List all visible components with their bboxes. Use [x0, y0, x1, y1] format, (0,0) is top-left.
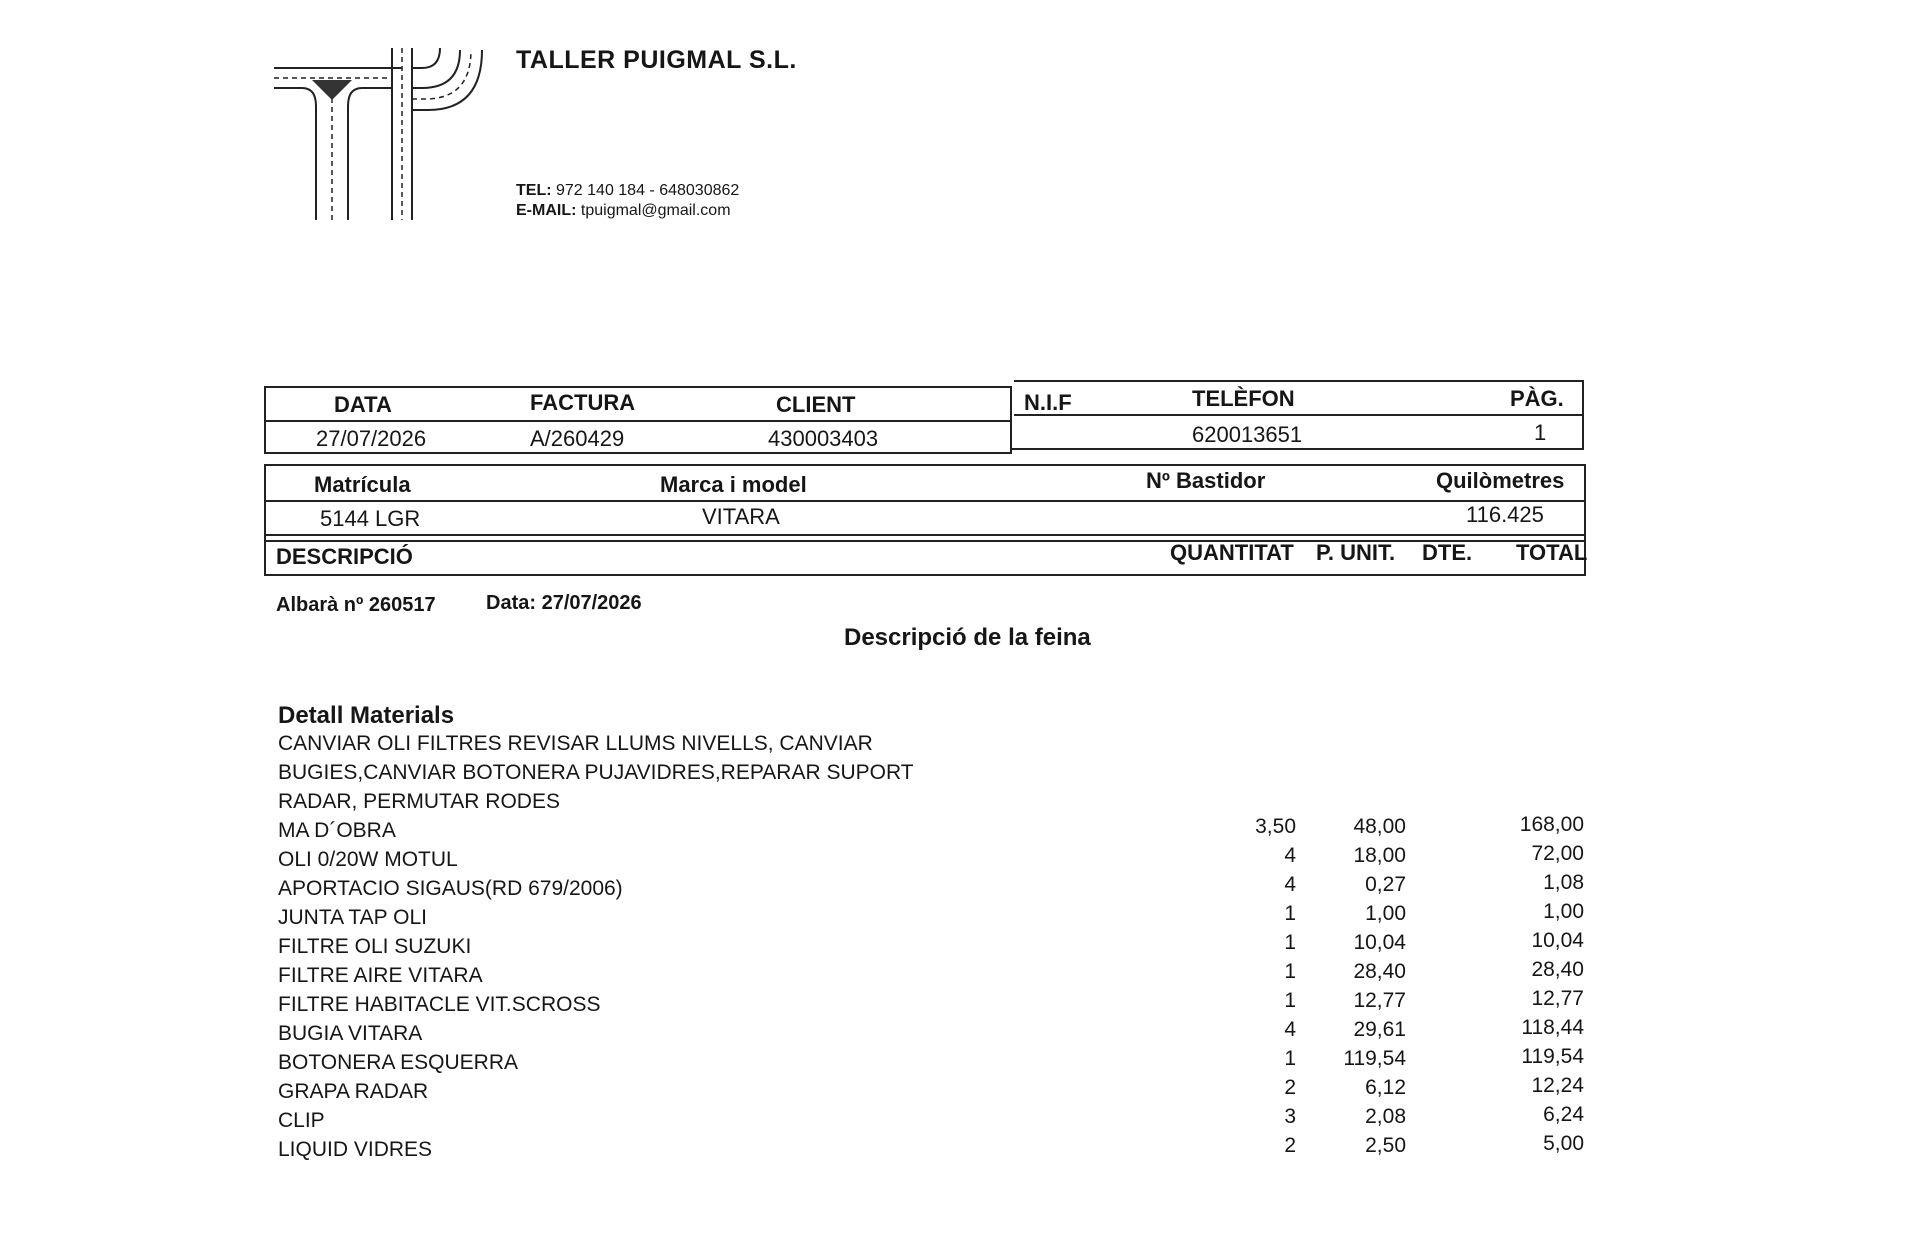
quilometres-label: Quilòmetres — [1436, 468, 1565, 493]
phone-label: TEL: — [516, 182, 552, 199]
quilometres-value: 116.425 — [1466, 502, 1544, 527]
header-divider — [264, 420, 1010, 422]
item-quantity: 3,50 — [1255, 815, 1296, 838]
col-dte: DTE. — [1422, 540, 1473, 565]
item-total: 10,04 — [1531, 929, 1584, 952]
item-total: 1,00 — [1543, 900, 1584, 923]
pag-value: 1 — [1534, 420, 1547, 445]
item-total: 168,00 — [1519, 813, 1584, 836]
item-description: JUNTA TAP OLI — [278, 906, 427, 929]
item-description: GRAPA RADAR — [278, 1080, 429, 1103]
item-description: OLI 0/20W MOTUL — [278, 848, 458, 871]
company-phone — [516, 182, 739, 200]
description-line: CANVIAR OLI FILTRES REVISAR LLUMS NIVELLS, CANVIAR — [278, 732, 873, 755]
item-unit-price: 12,77 — [1353, 989, 1406, 1012]
email-value: tpuigmal@gmail.com — [580, 202, 731, 219]
company-email — [516, 202, 731, 220]
item-total: 12,77 — [1531, 987, 1584, 1010]
item-quantity: 1 — [1284, 1047, 1296, 1070]
materials-title: Detall Materials — [278, 702, 455, 729]
item-quantity: 1 — [1284, 931, 1296, 954]
albara-number: Albarà nº 260517 — [276, 594, 436, 616]
company-logo — [272, 46, 500, 222]
description-line: RADAR, PERMUTAR RODES — [278, 790, 560, 813]
matricula-value: 5144 LGR — [320, 506, 421, 531]
item-total: 72,00 — [1531, 842, 1584, 865]
col-descripcio: DESCRIPCIÓ — [276, 544, 413, 569]
factura-value: A/260429 — [530, 426, 625, 451]
item-total: 5,00 — [1543, 1132, 1584, 1155]
client-label: CLIENT — [776, 392, 856, 417]
item-quantity: 2 — [1284, 1134, 1296, 1157]
item-unit-price: 2,08 — [1365, 1105, 1406, 1128]
col-total: TOTAL — [1516, 540, 1588, 565]
item-quantity: 2 — [1284, 1076, 1296, 1099]
albara-date: Data: 27/07/2026 — [486, 592, 642, 614]
item-description: BUGIA VITARA — [278, 1022, 423, 1045]
item-unit-price: 10,04 — [1353, 931, 1406, 954]
vehicle-divider — [264, 500, 1584, 502]
item-quantity: 4 — [1284, 873, 1296, 896]
item-quantity: 1 — [1284, 902, 1296, 925]
work-description-title: Descripció de la feina — [844, 624, 1091, 651]
matricula-label: Matrícula — [314, 472, 411, 497]
item-total: 118,44 — [1521, 1016, 1584, 1039]
item-total: 119,54 — [1521, 1045, 1584, 1068]
item-total: 1,08 — [1543, 871, 1584, 894]
item-unit-price: 28,40 — [1353, 960, 1406, 983]
email-label: E-MAIL: — [516, 202, 577, 219]
item-description: FILTRE OLI SUZUKI — [278, 935, 472, 958]
item-description: BOTONERA ESQUERRA — [278, 1051, 519, 1074]
factura-label: FACTURA — [530, 390, 636, 415]
item-total: 12,24 — [1531, 1074, 1584, 1097]
data-label: DATA — [334, 392, 392, 417]
item-quantity: 3 — [1284, 1105, 1296, 1128]
bastidor-label: Nº Bastidor — [1146, 468, 1266, 493]
vehicle-bottom-rule — [264, 534, 1584, 536]
item-description: MA D´OBRA — [278, 819, 396, 842]
telefon-label: TELÈFON — [1192, 386, 1295, 411]
item-unit-price: 6,12 — [1365, 1076, 1406, 1099]
item-unit-price: 2,50 — [1365, 1134, 1406, 1157]
nif-label: N.I.F — [1024, 390, 1072, 415]
col-punit: P. UNIT. — [1316, 540, 1396, 565]
item-quantity: 1 — [1284, 989, 1296, 1012]
header-right-edge — [1582, 380, 1584, 450]
item-description: FILTRE HABITACLE VIT.SCROSS — [278, 993, 601, 1016]
item-unit-price: 29,61 — [1353, 1018, 1406, 1041]
item-unit-price: 18,00 — [1353, 844, 1406, 867]
telefon-value: 620013651 — [1192, 422, 1303, 447]
header-bottom-rule-right — [1010, 448, 1584, 450]
marca-value: VITARA — [702, 504, 780, 529]
item-quantity: 4 — [1284, 844, 1296, 867]
client-value: 430003403 — [768, 426, 879, 451]
item-unit-price: 0,27 — [1365, 873, 1406, 896]
item-unit-price: 119,54 — [1343, 1047, 1406, 1070]
item-quantity: 1 — [1284, 960, 1296, 983]
item-total: 28,40 — [1531, 958, 1584, 981]
marca-label: Marca i model — [660, 472, 807, 497]
phone-value: 972 140 184 - 648030862 — [556, 182, 740, 199]
description-line: BUGIES,CANVIAR BOTONERA PUJAVIDRES,REPARAR SUPORT — [278, 761, 914, 784]
data-value: 27/07/2026 — [316, 426, 427, 451]
company-name: TALLER PUIGMAL S.L. — [516, 46, 797, 74]
item-description: APORTACIO SIGAUS(RD 679/2006) — [278, 877, 623, 900]
header-top-rule-right — [1014, 380, 1584, 382]
item-total: 6,24 — [1543, 1103, 1584, 1126]
item-unit-price: 48,00 — [1353, 815, 1406, 838]
pag-label: PÀG. — [1510, 386, 1564, 411]
item-description: LIQUID VIDRES — [278, 1138, 433, 1161]
item-unit-price: 1,00 — [1365, 902, 1406, 925]
item-description: FILTRE AIRE VITARA — [278, 964, 483, 987]
col-quantitat: QUANTITAT — [1170, 540, 1294, 565]
item-description: CLIP — [278, 1109, 325, 1132]
item-quantity: 4 — [1284, 1018, 1296, 1041]
header-mid-rule-right — [1014, 414, 1584, 416]
